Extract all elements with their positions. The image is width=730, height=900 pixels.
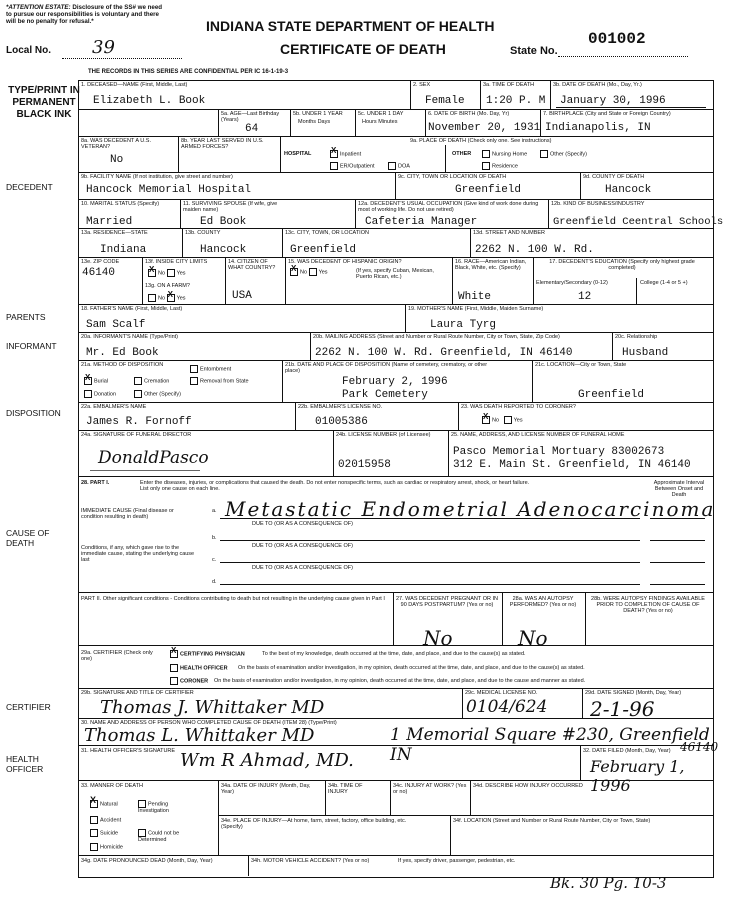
certifying-physician-checkbox[interactable]: X — [170, 650, 178, 658]
label-embalmer: 22a. EMBALMER'S NAME — [81, 404, 147, 410]
natural-label: Natural — [100, 801, 118, 808]
health-officer-checkbox[interactable] — [170, 664, 178, 672]
undetermined-label: Could not be Determined — [138, 830, 180, 843]
decedent-label: DECEDENT — [6, 182, 53, 192]
label-veteran: 8a. WAS DECEDENT A U.S. VETERAN? — [81, 138, 151, 150]
removal-label: Removal from State — [200, 378, 249, 385]
embalmer-name-value[interactable]: James R. Fornoff — [86, 416, 192, 428]
entombment-label: Entombment — [200, 366, 232, 373]
option-hispanic[interactable] — [290, 264, 328, 276]
coroner-no-label: No — [492, 417, 500, 424]
label-armed-forces: 8b. YEAR LAST SERVED IN U.S. ARMED FORCES? — [181, 138, 264, 150]
mailing-address-value[interactable]: 2262 N. 100 W. Rd. Greenfield, IN 46140 — [315, 347, 573, 359]
option-nursing-home[interactable] — [482, 150, 527, 158]
accident-checkbox[interactable] — [90, 816, 98, 824]
label-citizen: 14. CITIZEN OF WHAT COUNTRY? — [228, 259, 276, 271]
facility-value[interactable]: Hancock Memorial Hospital — [86, 184, 252, 196]
suicide-label: Suicide — [100, 830, 119, 837]
type-print-label: TYPE/PRINT IN PERMANENT BLACK INK — [8, 85, 80, 120]
removal-checkbox[interactable] — [190, 377, 198, 385]
due-to-b: DUE TO (OR AS A CONSEQUENCE OF) — [252, 543, 353, 549]
option-er[interactable] — [330, 162, 375, 170]
label-mother: 19. MOTHER'S NAME (First, Middle, Maiden Surname) — [408, 306, 544, 312]
label-certifier-check: 29a. CERTIFIER (Check only one) — [81, 650, 153, 662]
label-certifier-signature: 29b. SIGNATURE AND TITLE OF CERTIFIER — [81, 690, 194, 696]
option-certifying-physician[interactable] — [170, 646, 245, 658]
label-date-pronounced: 34g. DATE PRONOUNCED DEAD (Month, Day, Year) — [81, 858, 213, 864]
label-college: College (1-4 or 5 +) — [640, 280, 688, 286]
coroner-yes-checkbox[interactable] — [504, 416, 512, 424]
option-cremation[interactable] — [134, 377, 169, 385]
label-under-1-day: 5c. UNDER 1 DAY — [358, 111, 404, 117]
label-place-of-injury: 34e. PLACE OF INJURY—At home, farm, street, factory, office building, etc. (Specify) — [221, 818, 407, 830]
label-disposition-method: 21a. METHOD OF DISPOSITION — [81, 362, 164, 368]
coroner-no-checkbox[interactable]: X — [482, 416, 490, 424]
option-burial[interactable] — [84, 373, 109, 385]
due-to-a: DUE TO (OR AS A CONSEQUENCE OF) — [252, 521, 353, 527]
label-deceased-name: 1. DECEASED—NAME (First, Middle, Last) — [81, 82, 188, 88]
certifying-physician-label: CERTIFYING PHYSICIAN — [180, 651, 245, 658]
label-city: 13c. CITY, TOWN, OR LOCATION — [285, 230, 369, 236]
label-fd-license: 24b. LICENSE NUMBER (of Licensee) — [336, 432, 431, 438]
option-inside-city[interactable] — [148, 265, 186, 277]
spouse-value[interactable]: Ed Book — [200, 216, 247, 228]
label-interval: Approximate Interval Between Onset and Death — [653, 480, 705, 498]
embalmer-license-value[interactable]: 01005386 — [315, 416, 368, 428]
cremation-label: Cremation — [144, 378, 170, 385]
label-funeral-director-signature: 24a. SIGNATURE OF FUNERAL DIRECTOR — [81, 432, 192, 438]
donation-label: Donation — [94, 391, 117, 398]
label-embalmer-license: 22b. EMBALMER'S LICENSE NO. — [298, 404, 383, 410]
local-no-label: Local No. — [6, 45, 52, 56]
label-informant: 20a. INFORMANT'S NAME (Type/Print) — [81, 334, 179, 340]
education-value[interactable]: 12 — [578, 291, 592, 303]
certifier-signature[interactable]: Thomas J. Whittaker MD — [100, 697, 325, 718]
informant-label: INFORMANT — [6, 341, 57, 351]
inpatient-label: Inpatient — [340, 151, 362, 158]
cause-line-d-letter: d. — [212, 579, 217, 585]
label-coroner: 23. WAS DEATH REPORTED TO CORONER? — [461, 404, 576, 410]
label-medical-license: 29c. MEDICAL LICENSE NO. — [465, 690, 538, 696]
label-spouse: 11. SURVIVING SPOUSE (If wife, give maiden name) — [183, 201, 278, 213]
residence-county-value[interactable]: Hancock — [200, 244, 247, 256]
donation-checkbox[interactable] — [84, 390, 92, 398]
mother-name-value[interactable]: Laura Tyrg — [430, 319, 497, 331]
doa-label: DOA — [398, 163, 410, 170]
business-value[interactable]: Greenfield Ceentral Schools — [553, 216, 724, 228]
funeral-home-line2[interactable]: 312 E. Main St. Greenfield, IN 46140 — [453, 459, 691, 471]
book-page-note: Bk. 30 Pg. 10-3 — [550, 874, 667, 892]
medical-license-value[interactable]: 0104/624 — [466, 697, 548, 717]
cause-line-c-letter: c. — [212, 557, 217, 563]
label-motor-vehicle-hint: If yes, specify driver, passenger, pedestrian, etc. — [398, 858, 516, 864]
suicide-checkbox[interactable] — [90, 829, 98, 837]
zip-value[interactable]: 46140 — [82, 267, 116, 279]
deceased-name-value[interactable]: Elizabeth L. Book — [93, 95, 206, 107]
pregnant-value[interactable]: No — [423, 626, 453, 650]
citizen-value[interactable]: USA — [232, 290, 252, 302]
label-part-i: 28. PART I. — [81, 480, 110, 486]
label-time-of-death: 3a. TIME OF DEATH — [483, 82, 535, 88]
label-manner-of-death: 33. MANNER OF DEATH — [81, 783, 143, 789]
veteran-value[interactable]: No — [110, 154, 124, 166]
birthplace-value[interactable]: Indianapolis, IN — [545, 122, 651, 134]
label-hispanic: 15. WAS DECEDENT OF HISPANIC ORIGIN? — [288, 259, 402, 265]
label-birthplace: 7. BIRTHPLACE (City and State or Foreign Country) — [543, 111, 671, 117]
state-no-label: State No. — [510, 45, 558, 57]
local-no-value: 39 — [92, 37, 115, 58]
label-motor-vehicle: 34h. MOTOR VEHICLE ACCIDENT? (Yes or no) — [251, 858, 370, 864]
cause-line-a-letter: a. — [212, 508, 217, 514]
other-disposition-label: Other (Specify) — [144, 391, 181, 398]
label-injury-at-work: 34c. INJURY AT WORK? (Yes or no) — [393, 783, 467, 795]
option-donation[interactable] — [84, 390, 116, 398]
coroner-yes-label: Yes — [513, 417, 523, 424]
residence-label: Residence — [492, 163, 518, 170]
attention-text: Disclosure of the SS# we need to pursue our responsibilities is voluntary and there will be no penalty for refusal.* — [6, 4, 163, 25]
county-of-death-value[interactable]: Hancock — [605, 184, 652, 196]
health-officer-text: On the basis of examination and/or investigation, in my opinion, death occurred at the time, date, and place, and due to the cause(s) as stated. — [238, 665, 585, 671]
cremation-checkbox[interactable] — [134, 377, 142, 385]
label-street: 13d. STREET AND NUMBER — [473, 230, 546, 236]
label-hospital: HOSPITAL — [284, 151, 312, 157]
on-farm-yes-checkbox[interactable]: X — [167, 294, 175, 302]
label-date-of-death: 3b. DATE OF DEATH (Mo., Day, Yr.) — [553, 82, 642, 88]
parents-label: PARENTS — [6, 312, 46, 322]
on-farm-no-label: No — [158, 295, 166, 302]
nursing-home-checkbox[interactable] — [482, 150, 490, 158]
inpatient-checkbox[interactable]: X — [330, 150, 338, 158]
label-facility: 9b. FACILITY NAME (If not institution, give street and number) — [81, 174, 233, 180]
er-label: ER/Outpatient — [340, 163, 375, 170]
certificate-title: CERTIFICATE OF DEATH — [280, 41, 446, 57]
street-value[interactable]: 2262 N. 100 W. Rd. — [475, 244, 594, 256]
label-completer: 30. NAME AND ADDRESS OF PERSON WHO COMPLETED CAUSE OF DEATH (ITEM 28) (Type/Print) — [81, 720, 337, 726]
label-months-days: Months Days — [298, 119, 331, 125]
burial-checkbox[interactable]: X — [84, 377, 92, 385]
pending-checkbox[interactable] — [138, 800, 146, 808]
confidential-note: THE RECORDS IN THIS SERIES ARE CONFIDENTIAL PER IC 16-1-19-3 — [88, 69, 289, 75]
option-natural[interactable] — [90, 795, 118, 808]
pending-label: Pending Investigation — [138, 801, 169, 814]
option-residence[interactable] — [482, 162, 518, 170]
homicide-checkbox[interactable] — [90, 843, 98, 851]
race-value[interactable]: White — [458, 291, 492, 303]
other-place-checkbox[interactable] — [540, 150, 548, 158]
doa-checkbox[interactable] — [388, 162, 396, 170]
label-other: OTHER — [452, 151, 472, 157]
label-relationship: 20c. Relationship — [615, 334, 658, 340]
label-marital: 10. MARITAL STATUS (Specify) — [81, 201, 160, 207]
label-conditions: Conditions, if any, which gave rise to the immediate cause, stating the underlying cause last — [81, 545, 195, 563]
label-date-filed: 32. DATE FILED (Month, Day, Year) — [583, 748, 671, 754]
label-county: 13b. COUNTY — [185, 230, 221, 236]
inside-city-no-label: No — [158, 270, 166, 277]
health-officer-option-label: HEALTH OFFICER — [180, 665, 228, 672]
option-coroner-report[interactable] — [482, 412, 523, 424]
on-farm-yes-label: Yes — [176, 295, 186, 302]
health-officer-signature[interactable]: Wm R Ahmad, MD. — [180, 750, 354, 771]
hispanic-no-checkbox[interactable]: X — [290, 268, 298, 276]
sex-value[interactable]: Female — [425, 95, 465, 107]
other-place-label: Other (Specify) — [550, 151, 587, 158]
option-other-disposition[interactable] — [134, 390, 181, 398]
label-date-signed: 29d. DATE SIGNED (Month, Day, Year) — [585, 690, 682, 696]
residence-city-value[interactable]: Greenfield — [290, 244, 357, 256]
option-undetermined[interactable] — [138, 829, 198, 843]
label-part-ii: PART II. Other significant conditions - Conditions contributing to death but not resulting in the underlying cause given in Part I — [81, 596, 385, 602]
label-business: 12b. KIND OF BUSINESS/INDUSTRY — [551, 201, 645, 207]
option-health-officer[interactable] — [170, 664, 228, 672]
completer-name-value[interactable]: Thomas L. Whittaker MD — [84, 725, 315, 746]
attention-title: *ATTENTION ESTATE: — [6, 4, 71, 11]
cause-of-death-label: CAUSE OF DEATH — [6, 528, 50, 548]
label-sex: 2. SEX — [413, 82, 431, 88]
label-county-of-death: 9d. COUNTY OF DEATH — [583, 174, 645, 180]
option-entombment[interactable] — [190, 365, 231, 373]
option-removal[interactable] — [190, 377, 249, 385]
er-checkbox[interactable] — [330, 162, 338, 170]
label-date-of-injury: 34a. DATE OF INJURY (Month, Day, Year) — [221, 783, 311, 795]
option-doa[interactable] — [388, 162, 410, 170]
label-injury-location: 34f. LOCATION (Street and Number or Rural Route Number, City or Town, State) — [453, 818, 651, 824]
natural-checkbox[interactable]: X — [90, 800, 98, 808]
marital-status-value[interactable]: Married — [86, 216, 133, 228]
department-title: INDIANA STATE DEPARTMENT OF HEALTH — [206, 18, 495, 34]
time-of-death-value[interactable]: 1:20 P. M — [486, 95, 546, 107]
inside-city-yes-checkbox[interactable] — [167, 269, 175, 277]
label-place-of-death: 9a. PLACE OF DEATH (Check only one. See instructions) — [410, 138, 552, 144]
age-value[interactable]: 64 — [245, 123, 259, 135]
label-residence-state: 13a. RESIDENCE—STATE — [81, 230, 148, 236]
city-of-death-value[interactable]: Greenfield — [455, 184, 522, 196]
option-coroner[interactable] — [170, 677, 208, 685]
label-immediate-cause: IMMEDIATE CAUSE (Final disease or condition resulting in death) — [81, 508, 174, 520]
option-other-place[interactable] — [540, 150, 587, 158]
cause-immediate-value[interactable]: Metastatic Endometrial Adenocarcinoma — [225, 497, 716, 521]
option-on-farm[interactable] — [148, 290, 186, 302]
cause-line-b-letter: b. — [212, 535, 217, 541]
residence-checkbox[interactable] — [482, 162, 490, 170]
homicide-label: Homicide — [100, 844, 123, 851]
label-autopsy: 28a. WAS AN AUTOPSY PERFORMED? (Yes or no) — [509, 596, 577, 608]
label-under-1-year: 5b. UNDER 1 YEAR — [293, 111, 343, 117]
disposition-location-value[interactable]: Greenfield — [578, 389, 645, 401]
undetermined-checkbox[interactable] — [138, 829, 146, 837]
label-disposition-location: 21c. LOCATION—City or Town, State — [535, 362, 627, 368]
disposition-date-value[interactable]: February 2, 1996 — [342, 376, 448, 388]
option-accident[interactable] — [90, 816, 121, 824]
hispanic-yes-checkbox[interactable] — [309, 268, 317, 276]
date-of-death-value[interactable]: January 30, 1996 — [560, 95, 666, 107]
label-race: 16. RACE—American Indian, Black, White, etc. (Specify) — [455, 259, 527, 271]
label-pregnant: 27. WAS DECEDENT PREGNANT OR IN 90 DAYS POSTPARTUM? (Yes or no) — [396, 596, 498, 608]
father-name-value[interactable]: Sam Scalf — [86, 319, 146, 331]
certifier-label: CERTIFIER — [6, 702, 51, 712]
due-to-c: DUE TO (OR AS A CONSEQUENCE OF) — [252, 565, 353, 571]
label-zip: 13e. ZIP CODE — [81, 259, 120, 265]
label-education: 17. DECEDENT'S EDUCATION (Specify only highest grade completed) — [549, 259, 695, 271]
label-disposition-date-place: 21b. DATE AND PLACE OF DISPOSITION (Name of cemetery, crematory, or other place) — [285, 362, 488, 374]
certificate-number: 001002 — [588, 30, 646, 48]
option-suicide[interactable] — [90, 829, 118, 837]
option-homicide[interactable] — [90, 843, 123, 851]
label-time-of-injury: 34b. TIME OF INJURY — [328, 783, 363, 795]
funeral-home-line1[interactable]: Pasco Memorial Mortuary 83002673 — [453, 446, 665, 458]
label-mailing: 20b. MAILING ADDRESS (Street and Number or Rural Route Number, City or Town, State, Zip Code) — [313, 334, 560, 340]
health-officer-label: HEALTH OFFICER — [6, 754, 44, 774]
label-age: 5a. AGE—Last Birthday (Years) — [221, 111, 280, 123]
hispanic-yes-label: Yes — [318, 269, 328, 276]
label-funeral-home: 25. NAME, ADDRESS, AND LICENSE NUMBER OF FUNERAL HOME — [451, 432, 625, 438]
label-autopsy-findings: 28b. WERE AUTOPSY FINDINGS AVAILABLE PRIOR TO COMPLETION OF CAUSE OF DEATH? (Yes or no) — [591, 596, 705, 614]
completer-zip-value[interactable]: 46140 — [680, 740, 719, 754]
coroner-option-label: CORONER — [180, 678, 209, 685]
completer-address-value[interactable]: 1 Memorial Square #230, Greenfield IN — [390, 725, 710, 765]
coroner-checkbox[interactable] — [170, 677, 178, 685]
label-elementary: Elementary/Secondary (0-12) — [536, 280, 608, 286]
date-filed-value[interactable]: February 1, 1996 — [590, 757, 685, 795]
option-inpatient[interactable] — [330, 146, 362, 158]
certifying-physician-text: To the best of my knowledge, death occurred at the time, date, and place, and due to the cause(s) as stated. — [262, 651, 526, 657]
residence-state-value[interactable]: Indiana — [100, 244, 147, 256]
attention-notice — [6, 4, 166, 25]
option-pending[interactable] — [138, 800, 198, 814]
burial-label: Burial — [94, 378, 109, 385]
funeral-director-signature[interactable]: DonaldPasco — [98, 448, 209, 468]
accident-label: Accident — [100, 817, 122, 824]
label-father: 18. FATHER'S NAME (First, Middle, Last) — [81, 306, 183, 312]
hispanic-no-label: No — [300, 269, 308, 276]
label-hours-minutes: Hours Minutes — [362, 119, 398, 125]
coroner-text: On the basis of examination and/or investigation, in my opinion, death occurred at the time, date, and place, and due to the cause and manner as stated. — [214, 678, 586, 684]
inside-city-yes-label: Yes — [176, 270, 186, 277]
autopsy-value[interactable]: No — [518, 626, 548, 650]
date-of-birth-value[interactable]: November 20, 1931 — [428, 122, 541, 134]
label-occupation: 12a. DECEDENT'S USUAL OCCUPATION (Give kind of work done during most of working life. Do not use retired) — [358, 201, 539, 213]
nursing-home-label: Nursing Home — [492, 151, 528, 158]
disposition-place-value[interactable]: Park Cemetery — [342, 389, 428, 401]
entombment-checkbox[interactable] — [190, 365, 198, 373]
label-part-i-instructions: Enter the diseases, injuries, or complications that caused the death. Do not enter nonspecific terms, such as cardiac or respiratory arrest, shock, or heart failure. List only one cause on each line. — [140, 480, 530, 492]
inside-city-no-checkbox[interactable]: X — [148, 269, 156, 277]
label-on-farm: 13g. ON A FARM? — [145, 283, 190, 289]
disposition-label: DISPOSITION — [6, 408, 61, 418]
label-health-officer-signature: 31. HEALTH OFFICER'S SIGNATURE — [81, 748, 176, 754]
label-how-injury: 34d. DESCRIBE HOW INJURY OCCURRED — [473, 783, 583, 789]
informant-name-value[interactable]: Mr. Ed Book — [86, 347, 159, 359]
occupation-value[interactable]: Cafeteria Manager — [365, 216, 478, 228]
fd-license-value[interactable]: 02015958 — [338, 459, 391, 471]
label-inside-city: 13f. INSIDE CITY LIMITS — [145, 259, 208, 265]
label-city-of-death: 9c. CITY, TOWN OR LOCATION OF DEATH — [398, 174, 507, 180]
date-signed-value[interactable]: 2-1-96 — [590, 697, 655, 721]
other-disposition-checkbox[interactable] — [134, 390, 142, 398]
relationship-value[interactable]: Husband — [622, 347, 669, 359]
label-hispanic-hint: (If yes, specify Cuban, Mexican, Puerto Rican, etc.) — [356, 268, 434, 280]
on-farm-no-checkbox[interactable] — [148, 294, 156, 302]
label-date-of-birth: 6. DATE OF BIRTH (Mo. Day, Yr) — [428, 111, 510, 117]
